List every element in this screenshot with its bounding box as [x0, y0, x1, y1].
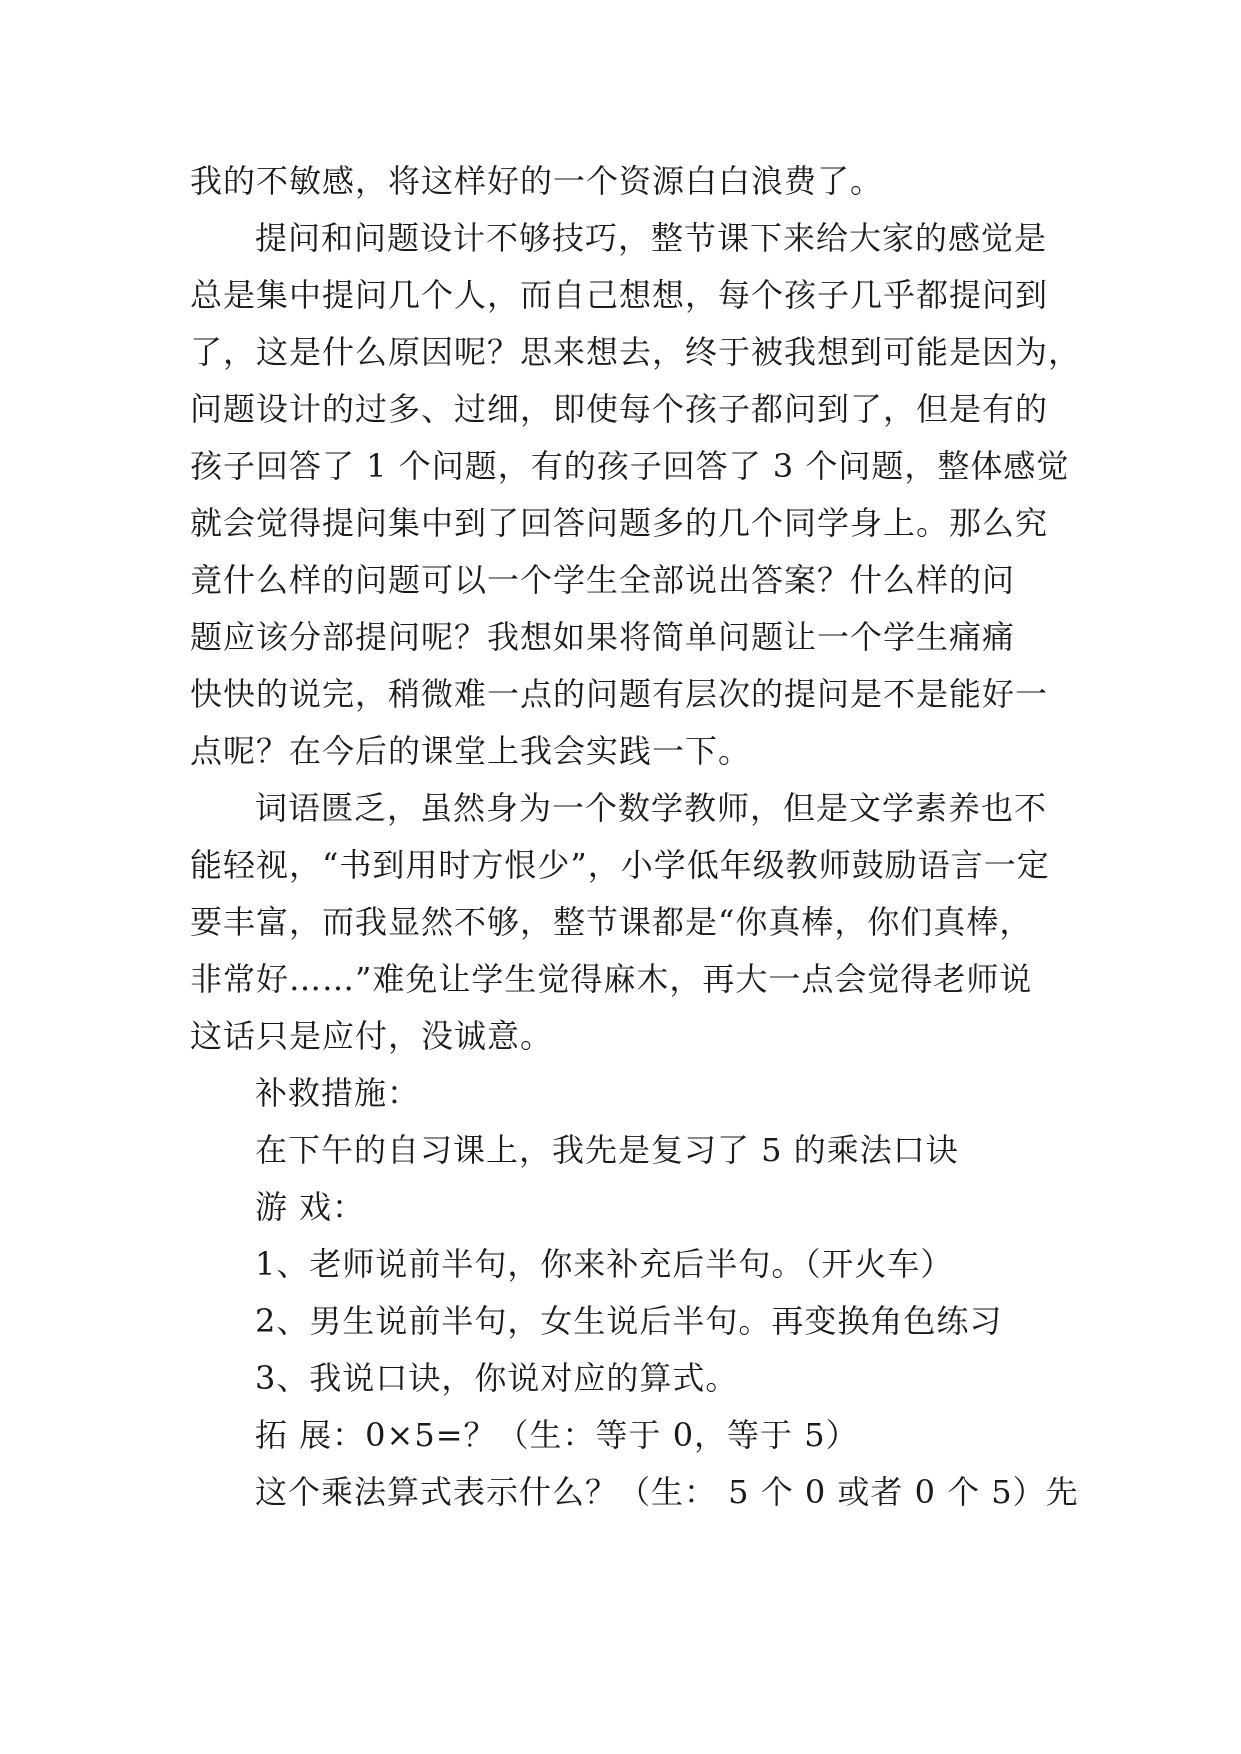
- text-line: 孩子回答了 1 个问题，有的孩子回答了 3 个问题，整体感觉: [190, 447, 1070, 485]
- text-line: 要丰富，而我显然不够，整节课都是“你真棒，你们真棒，: [190, 903, 1033, 941]
- text-line: 题应该分部提问呢？我想如果将简单问题让一个学生痛痛: [190, 618, 1016, 656]
- text-line: 拓 展：0×5=？（生：等于 0，等于 5）: [255, 1416, 859, 1454]
- text-line: 2、男生说前半句，女生说后半句。再变换角色练习: [255, 1302, 1003, 1340]
- text-line: 补救措施：: [255, 1074, 421, 1112]
- text-line: 竟什么样的问题可以一个学生全部说出答案？什么样的问: [190, 561, 1016, 599]
- text-line: 3、我说口诀，你说对应的算式。: [255, 1359, 739, 1397]
- text-line: 总是集中提问几个人，而自己想想，每个孩子几乎都提问到: [190, 276, 1049, 314]
- text-line: 了，这是什么原因呢？思来想去，终于被我想到可能是因为，: [190, 333, 1082, 371]
- text-line: 能轻视，“书到用时方恨少”，小学低年级教师鼓励语言一定: [190, 846, 1050, 884]
- text-line: 我的不敏感，将这样好的一个资源白白浪费了。: [190, 162, 884, 200]
- text-line: 词语匮乏，虽然身为一个数学教师，但是文学素养也不: [255, 789, 1048, 827]
- text-line: 快快的说完，稍微难一点的问题有层次的提问是不是能好一: [190, 675, 1049, 713]
- text-line: 点呢？在今后的课堂上我会实践一下。: [190, 732, 752, 770]
- text-line: 就会觉得提问集中到了回答问题多的几个同学身上。那么究: [190, 504, 1049, 542]
- text-line: 问题设计的过多、过细，即使每个孩子都问到了，但是有的: [190, 390, 1049, 428]
- text-line: 非常好……”难免让学生觉得麻木，再大一点会觉得老师说: [190, 960, 1033, 998]
- text-line: 在下午的自习课上，我先是复习了 5 的乘法口诀: [255, 1131, 959, 1169]
- text-line: 游 戏：: [255, 1188, 366, 1226]
- text-line: 这个乘法算式表示什么？（生： 5 个 0 或者 0 个 5）先: [255, 1473, 1079, 1511]
- text-line: 这话只是应付，没诚意。: [190, 1017, 554, 1055]
- text-line: 提问和问题设计不够技巧，整节课下来给大家的感觉是: [255, 219, 1048, 257]
- text-line: 1、老师说前半句，你来补充后半句。（开火车）: [255, 1245, 954, 1283]
